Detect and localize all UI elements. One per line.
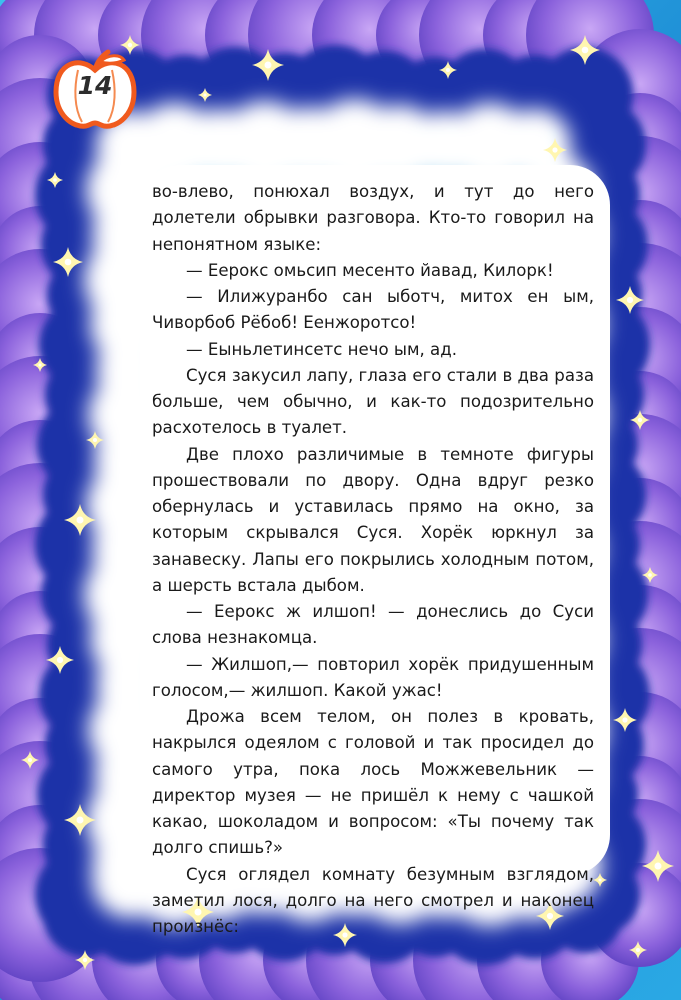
sparkle-star-core: [638, 418, 642, 422]
sparkle-star-core: [627, 297, 633, 303]
sparkle-star-core: [83, 958, 87, 962]
paragraph: — Еерокс омьсип месенто йавад, Килорк!: [186, 260, 554, 280]
sparkle-star-core: [28, 758, 32, 762]
sparkle-star-core: [39, 364, 42, 367]
sparkle-star-core: [204, 94, 207, 97]
sparkle-star-core: [77, 817, 84, 824]
sparkle-star-core: [446, 68, 450, 72]
sparkle-star-core: [57, 657, 63, 663]
page-number: 14: [77, 71, 113, 100]
paragraph: Дрожа всем телом, он полез в кровать, накрылся одеялом с головой и так просидел до самого утра, пока лось Можжевельник — директор музея — не пришёл к нему с чашкой какао, шоколадом и вопросом: «Ты почему так долго спишь?»: [152, 707, 594, 858]
sparkle-star-core: [599, 879, 602, 882]
paragraph: — Еерокс ж илшоп! — донеслись до Суси слова незнакомца.: [152, 602, 594, 648]
paragraph: — Еыньлетинсетс нечо ым, ад.: [186, 339, 457, 359]
sparkle-star-core: [128, 43, 132, 47]
sparkle-star-core: [65, 259, 72, 266]
sparkle-star-core: [622, 717, 627, 722]
story-text: [152, 179, 594, 940]
paragraph: Суся оглядел комнату безумным взглядом, заметил лося, долго на него смотрел и наконец произнёс:: [152, 864, 594, 936]
sparkle-star-core: [53, 178, 57, 182]
sparkle-star-core: [552, 147, 557, 152]
paragraph: — Жилшоп,— повторил хорёк придушенным голосом,— жилшоп. Какой ужас!: [152, 654, 594, 700]
paragraph: во-влево, понюхал воздух, и тут до него долетели обрывки разговора. Кто-то говорил на непонятном языке:: [152, 182, 594, 254]
sparkle-star-core: [77, 517, 84, 524]
sparkle-star-core: [93, 438, 97, 442]
paragraph: Две плохо различимые в темноте фигуры прошествовали по двору. Одна вдруг резко обернулась и уставилась прямо на окно, за которым скрывался Суся. Хорёк юркнул за занавеску. Лапы его покрылись холодным потом, а шерсть встала дыбом.: [152, 444, 594, 595]
sparkle-star-core: [655, 863, 662, 870]
sparkle-star-core: [636, 948, 640, 952]
sparkle-star-core: [265, 62, 272, 69]
paragraph: — Илижуранбо сан ыботч, митох ен ым, Чиворбоб Рёбоб! Еенжоротсо!: [152, 287, 594, 333]
paragraph: Суся закусил лапу, глаза его стали в два раза больше, чем обычно, и как-то подозрительно расхотелось в туалет.: [152, 365, 594, 438]
sparkle-star-core: [582, 47, 589, 54]
sparkle-star-core: [648, 573, 652, 577]
